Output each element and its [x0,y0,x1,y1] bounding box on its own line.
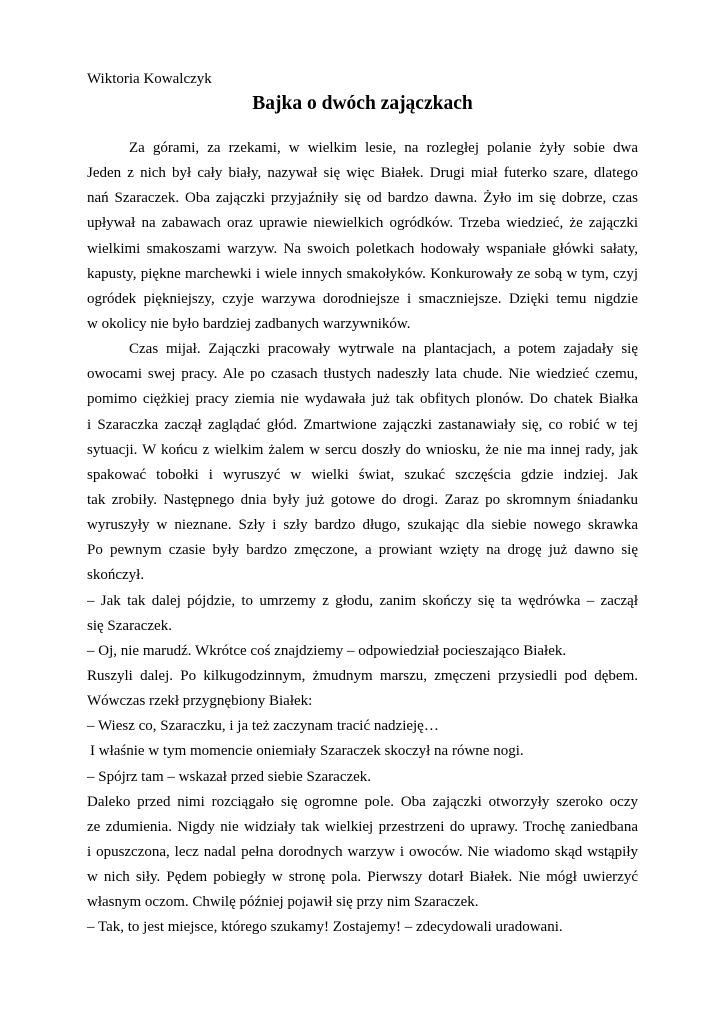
text-line: Po pewnym czasie były bardzo zmęczone, a prowiant wzięty na drogę już dawno się [87,542,638,559]
text-line: skończył. [87,567,145,584]
text-line: upływał na zabawach oraz uprawie niewielkich ogródków. Trzeba wiedzieć, że zajączki [87,215,638,232]
text-line: pomimo ciężkiej pracy ziemia nie wydawała już tak obfitych plonów. Do chatek Białka [87,391,638,408]
text-line: wielkimi smakoszami warzyw. Na swoich poletkach hodowały wspaniałe główki sałaty, [87,240,638,257]
dialogue-line: – Tak, to jest miejsce, którego szukamy! Zostajemy! – zdecydowali uradowani. [87,919,563,936]
text-line: w nich siły. Pędem pobiegły w stronę pola. Pierwszy dotarł Białek. Nie mógł uwierzyć [87,869,638,886]
text-line: ze zdumienia. Nigdy nie widziały tak wielkiej przestrzeni do uprawy. Trochę zaniedbana [87,818,638,835]
dialogue-line: – Wiesz co, Szaraczku, i ja też zaczynam tracić nadzieję… [87,718,439,735]
text-line: sytuacji. W końcu z wielkim żalem w sercu doszły do wniosku, że nie ma innej rady, jak [87,441,638,458]
text-line: i Szaraczka zaczął zaglądać głód. Zmartwione zajączki zastanawiały się, co robić w tej [87,416,638,433]
text-line: Czas mijał. Zajączki pracowały wytrwale na plantacjach, a potem zajadały się [129,341,638,358]
text-line: w okolicy nie było bardziej zadbanych warzywników. [87,315,411,332]
text-line: Ruszyli dalej. Po kilkugodzinnym, żmudnym marszu, zmęczeni przysiedli pod dębem. [87,667,638,684]
text-line: tak zrobiły. Następnego dnia były już gotowe do drogi. Zaraz po skromnym śniadanku [87,491,638,508]
text-line: kapusty, piękne marchewki i wiele innych smakołyków. Konkurowały ze sobą w tym, czyj [87,265,638,282]
text-line: własnym oczom. Chwilę później pojawił się przy nim Szaraczek. [87,894,479,911]
text-line: Jeden z nich był cały biały, nazywał się więc Białek. Drugi miał futerko szare, dlatego [87,165,638,182]
story-title: Bajka o dwóch zajączkach [252,93,473,114]
text-line: spakować tobołki i wyruszyć w wielki świat, szukać szczęścia gdzie indziej. Jak [87,466,638,483]
text-line: Za górami, za rzekami, w wielkim lesie, na rozległej polanie żyły sobie dwa [129,140,638,156]
text-line: nań Szaraczek. Oba zajączki przyjaźniły się od bardzo dawna. Żyło im się dobrze, czas [87,190,638,207]
story-body [87,136,638,941]
dialogue-line: – Spójrz tam – wskazał przed siebie Szaraczek. [87,768,372,785]
author-name: Wiktoria Kowalczyk [87,71,212,87]
dialogue-line: – Oj, nie marudź. Wkrótce coś znajdziemy – odpowiedział pocieszająco Białek. [87,642,567,659]
text-line: Daleko przed nimi rozciągało się ogromne pole. Oba zajączki otworzyły szeroko oczy [87,793,638,810]
text-line: i opuszczona, lecz nadal pełna dorodnych warzyw i owoców. Nie wiadomo skąd wstąpiły [87,843,638,860]
text-line: Wówczas rzekł przygnębiony Białek: [87,693,313,710]
text-line: wyruszyły w nieznane. Szły i szły bardzo długo, szukając dla siebie nowego skrawka [87,517,638,534]
dialogue-line: – Jak tak dalej pójdzie, to umrzemy z głodu, zanim skończy się ta wędrówka – zaczął [87,592,638,609]
text-line: ogródek piękniejszy, czyje warzywa dorodniejsze i smaczniejsze. Dzięki temu nigdzie [87,290,638,307]
text-line: I właśnie w tym momencie oniemiały Szaraczek skoczył na równe nogi. [90,743,524,760]
text-line: się Szaraczek. [87,617,172,634]
text-line: owocami swej pracy. Ale po czasach tłustych nadeszły lata chude. Nie wiedzieć czemu, [87,366,638,383]
